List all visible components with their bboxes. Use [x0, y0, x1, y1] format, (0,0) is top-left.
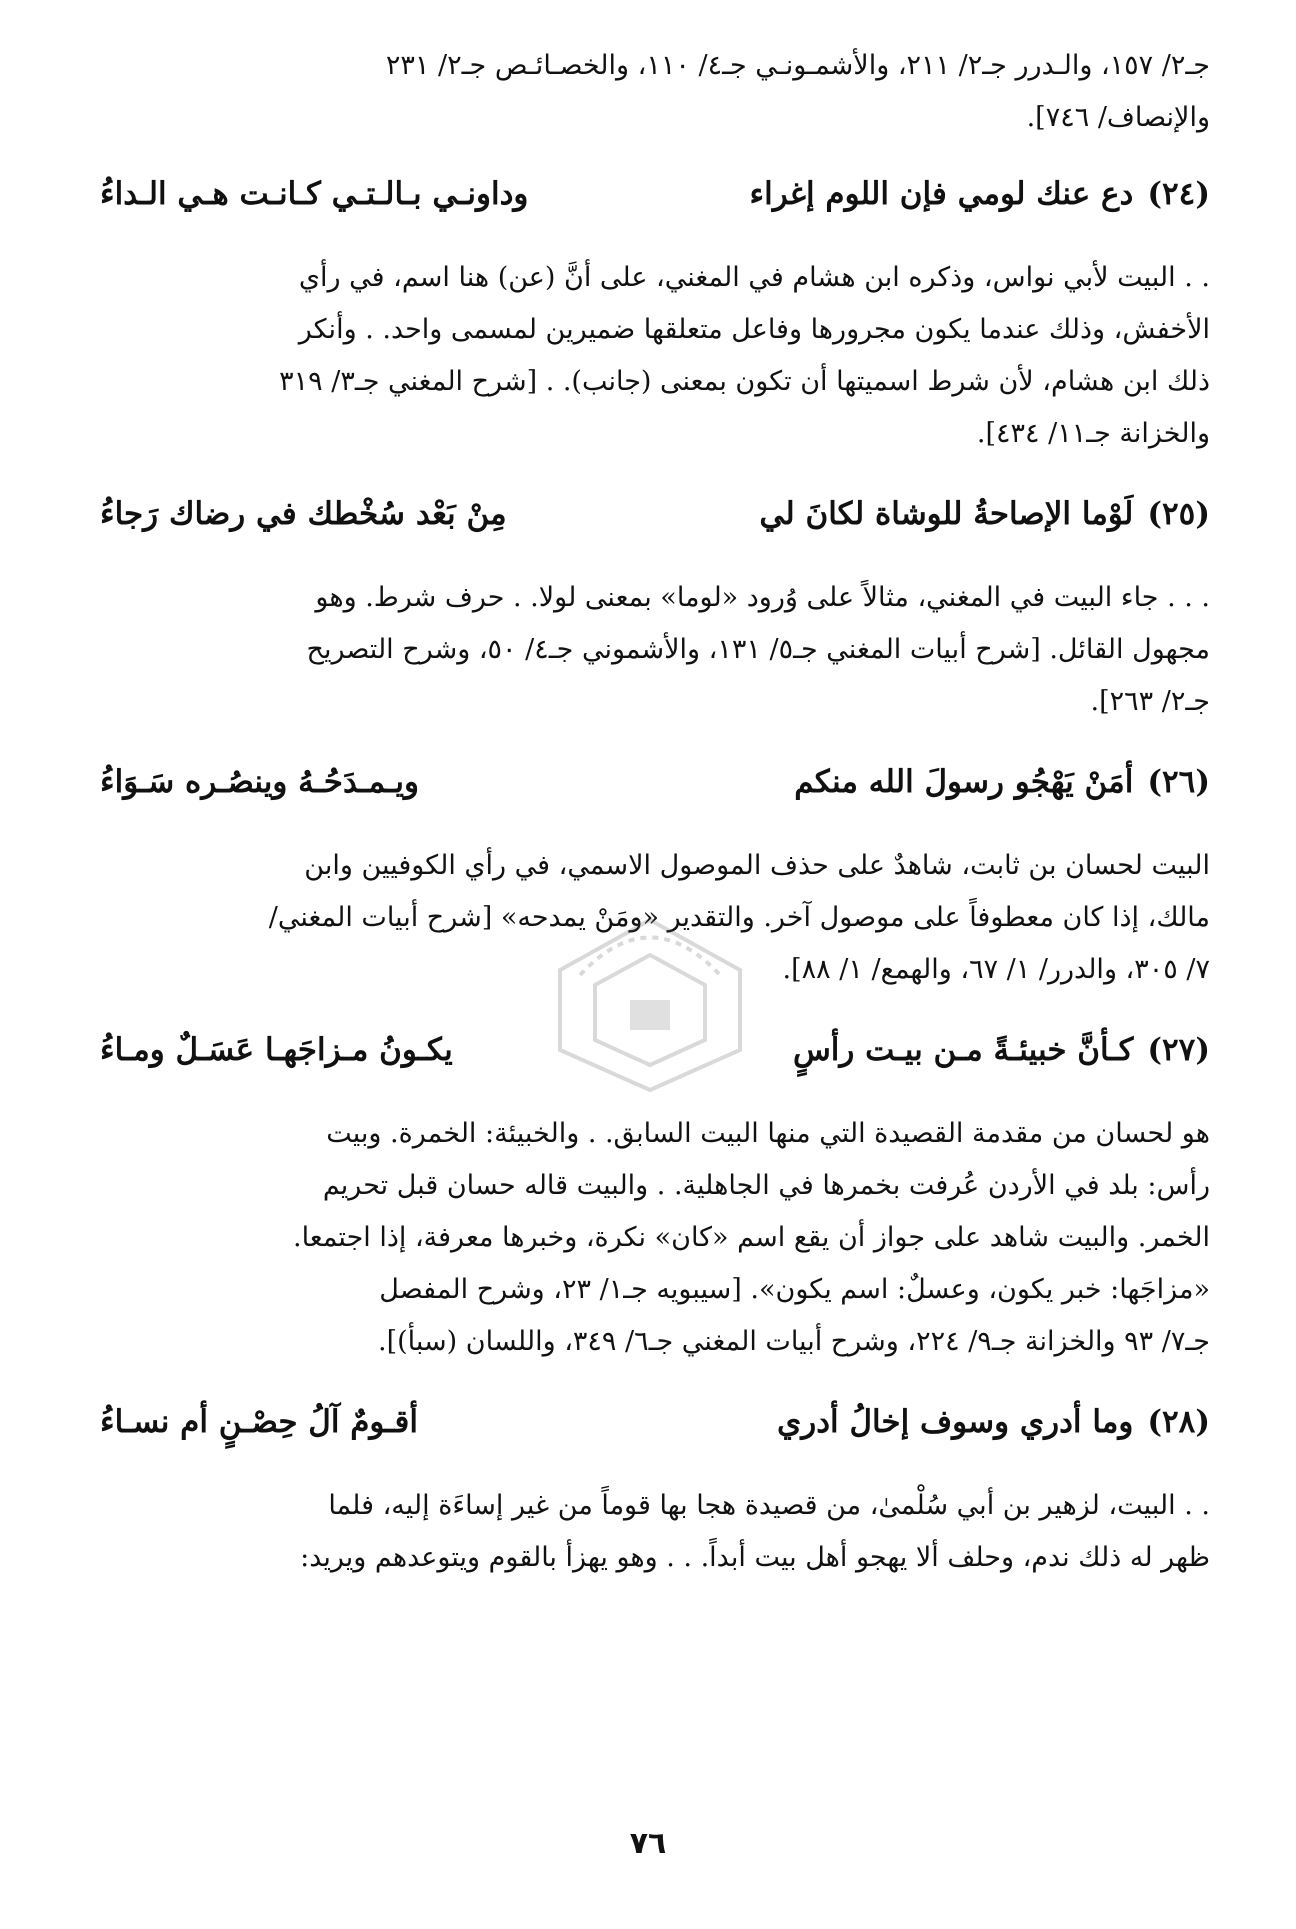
text-line: مالك، إذا كان معطوفاً على موصول آخر. والتقدير «ومَنْ يمدحه» [شرح أبيات المغني/ [268, 902, 1210, 933]
verse-commentary [100, 1108, 1210, 1368]
verse-entry [100, 754, 1210, 996]
text-line: ٧/ ٣٠٥، والدرر/ ١/ ٦٧، والهمع/ ١/ ٨٨]. [782, 954, 1210, 985]
first-hemistich: دع عنك لومي فإن اللوم إغراء [749, 176, 1134, 212]
second-hemistich: أقـومٌ آلُ حِصْـنٍ أم نسـاءُ [100, 1404, 418, 1440]
text-line: . . البيت، لزهير بن أبي سُلْمىٰ، من قصيدة هجا بها قوماً من غير إساءَة إليه، فلما [328, 1490, 1210, 1521]
verse-entry [100, 1394, 1210, 1584]
verse-number: (٢٤) [1147, 176, 1210, 212]
document-page [100, 40, 1210, 1890]
text-line: الأخفش، وذلك عندما يكون مجرورها وفاعل متعلقها ضميرين لمسمى واحد. . وأنكر [298, 314, 1210, 345]
first-hemistich: كـأنَّ خبيئـةً مـن بيـت رأسٍ [792, 1032, 1134, 1068]
verse-entry [100, 1022, 1210, 1368]
text-line: البيت لحسان بن ثابت، شاهدٌ على حذف الموصول الاسمي، في رأي الكوفيين وابن [304, 850, 1210, 881]
text-line: والإنصاف/ ٧٤٦]. [1026, 102, 1210, 133]
text-line: رأس: بلد في الأردن عُرفت بخمرها في الجاهلية. . والبيت قاله حسان قبل تحريم [322, 1170, 1210, 1201]
first-hemistich: لَوْما الإصاحةُ للوشاة لكانَ لي [759, 496, 1134, 532]
page-number: ٧٦ [629, 1826, 667, 1861]
second-hemistich: ويـمـدَحُـهُ وينصُـره سَـوَاءُ [100, 764, 419, 800]
text-line: والخزانة جـ١١/ ٤٣٤]. [976, 418, 1210, 449]
verse-number: (٢٥) [1147, 496, 1210, 532]
verse-commentary [100, 572, 1210, 728]
text-line: ذلك ابن هشام، لأن شرط اسميتها أن تكون بمعنى (جانب). . [شرح المغني جـ٣/ ٣١٩ [279, 366, 1210, 397]
first-hemistich: وما أدري وسوف إخالُ أدري [777, 1404, 1134, 1440]
second-hemistich: وداونـي بـالـتـي كـانـت هـي الـداءُ [100, 176, 529, 212]
first-hemistich: أمَنْ يَهْجُو رسولَ الله منكم [794, 764, 1134, 800]
text-line: الخمر. والبيت شاهد على جواز أن يقع اسم «كان» نكرة، وخبرها معرفة، إذا اجتمعا. [292, 1222, 1210, 1253]
top-paragraph [100, 40, 1210, 144]
verse-line [100, 486, 1210, 542]
verse-number: (٢٧) [1147, 1032, 1210, 1068]
verse-line [100, 1394, 1210, 1450]
text-line: «مزاجَها: خبر يكون، وعسلٌ: اسم يكون». [سيبويه جـ١/ ٢٣، وشرح المفصل [379, 1274, 1210, 1305]
verse-number: (٢٨) [1147, 1404, 1210, 1440]
text-line: . . البيت لأبي نواس، وذكره ابن هشام في المغني، على أنَّ (عن) هنا اسم، في رأي [298, 262, 1210, 293]
verse-line [100, 1022, 1210, 1078]
verse-number: (٢٦) [1147, 764, 1210, 800]
text-line: هو لحسان من مقدمة القصيدة التي منها البيت السابق. . والخبيئة: الخمرة. وبيت [326, 1118, 1210, 1149]
verse-line [100, 754, 1210, 810]
text-line: ظهر له ذلك ندم، وحلف ألا يهجو أهل بيت أبداً. . . وهو يهزأ بالقوم ويتوعدهم ويريد: [300, 1542, 1210, 1573]
verse-entry [100, 166, 1210, 460]
verse-commentary [100, 840, 1210, 996]
verse-commentary [100, 1480, 1210, 1584]
verse-line [100, 166, 1210, 222]
verse-commentary [100, 252, 1210, 460]
verse-entry [100, 486, 1210, 728]
text-line: . . . جاء البيت في المغني، مثالاً على وُرود «لوما» بمعنى لولا. . حرف شرط. وهو [315, 582, 1210, 613]
text-line: جـ٢/ ٢٦٣]. [1090, 686, 1210, 717]
text-line: مجهول القائل. [شرح أبيات المغني جـ٥/ ١٣١، والأشموني جـ٤/ ٥٠، وشرح التصريح [306, 634, 1210, 665]
second-hemistich: مِنْ بَعْد سُخْطك في رضاك رَجاءُ [100, 496, 507, 532]
text-line: جـ٢/ ١٥٧، والـدرر جـ٢/ ٢١١، والأشمـونـي جـ٤/ ١١٠، والخصـائـص جـ٢/ ٢٣١ [385, 50, 1210, 81]
text-line: جـ٧/ ٩٣ والخزانة جـ٩/ ٢٢٤، وشرح أبيات المغني جـ٦/ ٣٤٩، واللسان (سبأ)]. [378, 1326, 1210, 1357]
second-hemistich: يكـونُ مـزاجَهـا عَسَـلٌ ومـاءُ [100, 1032, 453, 1068]
